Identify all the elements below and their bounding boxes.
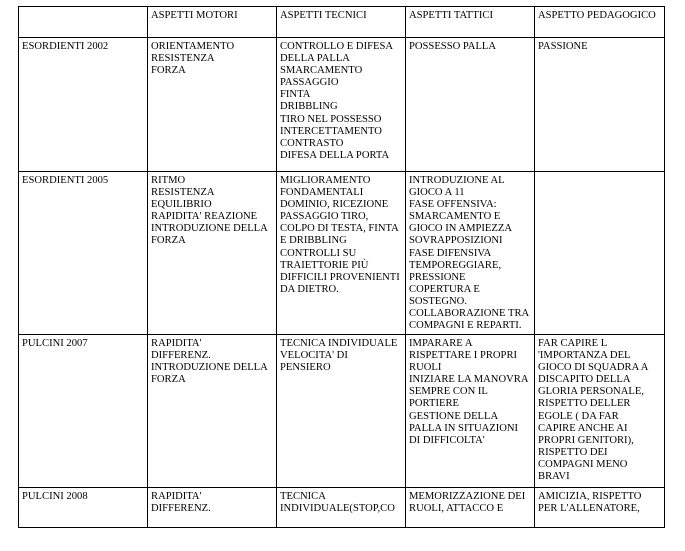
tecnici-cell: MIGLIORAMENTO FONDAMENTALI DOMINIO, RICEZIONE PASSAGGIO TIRO, COLPO DI TESTA, FINTA E DRIBBLING CONTROLLI SU TRAIETTORIE PIÙ DIFFICILI PROVENIENTI DA DIETRO. (277, 172, 406, 335)
tattici-cell: INTRODUZIONE AL GIOCO A 11 FASE OFFENSIVA: SMARCAMENTO E GIOCO IN AMPIEZZA SOVRAPPOSIZIONI FASE DIFENSIVA TEMPOREGGIARE, PRESSIONE COPERTURA E SOSTEGNO. COLLABORAZIONE TRA COMPAGNI E REPARTI. (406, 172, 535, 335)
tattici-cell: IMPARARE A RISPETTARE I PROPRI RUOLI INIZIARE LA MANOVRA SEMPRE CON IL PORTIERE GESTIONE DELLA PALLA IN SITUAZIONI DI DIFFICOLTA' (406, 335, 535, 488)
pedagogico-cell (535, 172, 665, 335)
motori-cell: RAPIDITA' DIFFERENZ. (148, 488, 277, 528)
tattici-cell: MEMORIZZAZIONE DEI RUOLI, ATTACCO E (406, 488, 535, 528)
header-row (19, 7, 665, 38)
row-category-cell: PULCINI 2008 (19, 488, 148, 528)
header-cell-category (19, 7, 148, 38)
motori-cell: RAPIDITA' DIFFERENZ. INTRODUZIONE DELLA FORZA (148, 335, 277, 488)
row-category-cell: ESORDIENTI 2005 (19, 172, 148, 335)
pedagogico-cell: FAR CAPIRE L 'IMPORTANZA DEL GIOCO DI SQUADRA A DISCAPITO DELLA GLORIA PERSONALE, RISPETTO DELLER EGOLE ( DA FAR CAPIRE ANCHE AI PROPRI GENITORI), RISPETTO DEI COMPAGNI MENO BRAVI (535, 335, 665, 488)
pedagogico-cell: AMICIZIA, RISPETTO PER L'ALLENATORE, (535, 488, 665, 528)
header-cell-aspetti-tattici: ASPETTI TATTICI (406, 7, 535, 38)
pedagogico-cell: PASSIONE (535, 38, 665, 172)
header-cell-aspetti-motori: ASPETTI MOTORI (148, 7, 277, 38)
header-cell-aspetto-pedagogico: ASPETTO PEDAGOGICO (535, 7, 665, 38)
table-row (19, 488, 665, 528)
motori-cell: RITMO RESISTENZA EQUILIBRIO RAPIDITA' REAZIONE INTRODUZIONE DELLA FORZA (148, 172, 277, 335)
tattici-cell: POSSESSO PALLA (406, 38, 535, 172)
row-category-cell: PULCINI 2007 (19, 335, 148, 488)
table-row (19, 335, 665, 488)
tecnici-cell: TECNICA INDIVIDUALE VELOCITA' DI PENSIERO (277, 335, 406, 488)
tecnici-cell: TECNICA INDIVIDUALE(STOP,CO (277, 488, 406, 528)
motori-cell: ORIENTAMENTO RESISTENZA FORZA (148, 38, 277, 172)
row-category-cell: ESORDIENTI 2002 (19, 38, 148, 172)
document-page (18, 6, 665, 528)
table-row (19, 38, 665, 172)
tecnici-cell: CONTROLLO E DIFESA DELLA PALLA SMARCAMENTO PASSAGGIO FINTA DRIBBLING TIRO NEL POSSESSO INTERCETTAMENTO CONTRASTO DIFESA DELLA PORTA (277, 38, 406, 172)
training-aspects-table (18, 6, 665, 528)
header-cell-aspetti-tecnici: ASPETTI TECNICI (277, 7, 406, 38)
table-row (19, 172, 665, 335)
